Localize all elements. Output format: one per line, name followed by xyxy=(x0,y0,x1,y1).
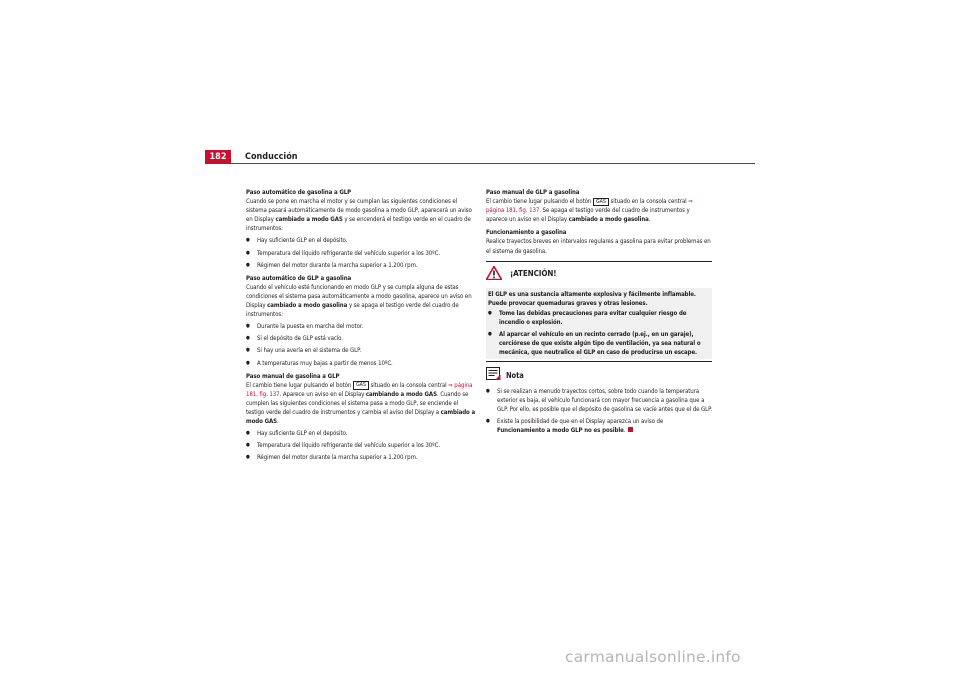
heading-auto-gasoline: Paso automático de GLP a gasolina xyxy=(246,274,352,282)
page-number: 182 xyxy=(205,150,231,164)
list-item: ● Régimen del motor durante la marcha superior a 1.200 rpm. xyxy=(246,453,476,462)
note-title: Nota xyxy=(506,370,524,380)
paragraph-gasoline-operation: Realice trayectos breves en intervalos regulares a gasolina para evitar problemas en el sistema de gasolina. xyxy=(486,238,711,255)
paragraph-auto-gasoline: Cuando el vehículo esté funcionando en modo GLP y se cumpla alguna de estas condiciones el sistema pasa automáticamente a modo gasolina, aparece un aviso en Display cambiado a modo gasolina y se apaga el testigo verde del cuadro de instrumentos: xyxy=(246,283,472,319)
note-item: ● Si se realizan a menudo trayectos cortos, sobre todo cuando la temperatura exterior es baja, el vehículo funcionará con mayor frecuencia a gasolina que a GLP. Por ello, es posible que el depósito de gasolina se vacíe antes que el de GLP. xyxy=(486,387,712,414)
heading-gasoline-operation: Funcionamiento a gasolina xyxy=(486,229,567,237)
list-item: ● Temperatura del líquido refrigerante del vehículo superior a los 30ºC. xyxy=(246,249,476,258)
section-title: Conducción xyxy=(245,152,298,162)
warning-intro: El GLP es una sustancia altamente explosiva y fácilmente inflamable. Puede provocar quemaduras graves y otras lesiones. xyxy=(488,290,696,307)
note-header xyxy=(486,367,712,383)
header-rule xyxy=(205,163,755,164)
left-column xyxy=(246,188,476,465)
heading-auto-gas: Paso automático de gasolina a GLP xyxy=(246,189,352,196)
gas-button-symbol: GAS xyxy=(593,198,609,207)
conditions-list-1 xyxy=(246,236,476,269)
heading-manual-gas: Paso manual de gasolina a GLP xyxy=(246,372,340,380)
end-of-section-icon xyxy=(628,427,633,432)
page-link[interactable]: ⇒ página 181, fig. 137 xyxy=(246,381,473,398)
gas-button-symbol: GAS xyxy=(353,381,369,390)
warning-body xyxy=(486,288,712,360)
paragraph-auto-gas: Cuando se pone en marcha el motor y se cumplan las siguientes condiciones el sistema pasará automáticamente de modo gasolina a modo GLP, aparecerá un aviso en Display cambiado a modo GAS y se encenderá el testigo verde en el cuadro de instrumentos: xyxy=(246,198,472,233)
warning-item: ● Tome las debidas precauciones para evitar cualquier riesgo de incendio o explosión. xyxy=(488,309,710,327)
warning-item: ● Al aparcar el vehículo en un recinto cerrado (p.ej., en un garaje), cerciórese de que existe algún tipo de ventilación, ya sea natural o mecánica, que neutralice el GLP en caso de producirse un escape. xyxy=(488,330,710,357)
warning-triangle-icon xyxy=(486,266,502,282)
heading-manual-gasoline: Paso manual de GLP a gasolina xyxy=(486,189,580,196)
list-item: ● Durante la puesta en marcha del motor. xyxy=(246,322,476,331)
list-item: ● A temperaturas muy bajas a partir de menos 10ºC. xyxy=(246,359,476,368)
page-link[interactable]: ⇒ página 181, fig. 137 xyxy=(486,198,693,215)
paragraph-manual-gas: El cambio tiene lugar pulsando el botón GAS situado en la consola central ⇒ página 181, fig. 137. Aparece un aviso en el Display cambiando a modo GAS. Cuando se cumplen las siguientes condiciones el sistema pasa a modo GLP, se enciende el testigo verde del cuadro de instrumentos y cambia el aviso del Display a cambiado a modo GAS. xyxy=(246,381,476,426)
list-item: ● Hay suficiente GLP en el depósito. xyxy=(246,429,476,438)
warning-header xyxy=(486,266,712,282)
list-item: ● Régimen del motor durante la marcha superior a 1.200 rpm. xyxy=(246,261,476,270)
note-icon xyxy=(486,367,501,383)
warning-box xyxy=(486,261,712,363)
list-item: ● Temperatura del líquido refrigerante del vehículo superior a los 30ºC. xyxy=(246,441,476,450)
list-item: ● Si el depósito de GLP está vacío. xyxy=(246,334,476,343)
right-column xyxy=(486,188,712,438)
list-item: ● Hay suficiente GLP en el depósito. xyxy=(246,236,476,245)
conditions-list-2 xyxy=(246,322,476,367)
paragraph-manual-gasoline: El cambio tiene lugar pulsando el botón GAS situado en la consola central ⇒ página 181, fig. 137. Se apaga el testigo verde del cuadro de instrumentos y aparece un aviso en el Display cambiado a modo gasolina. xyxy=(486,198,693,224)
warning-title: ¡ATENCIÓN! xyxy=(510,269,557,279)
note-item: ● Existe la posibilidad de que en el Display aparezca un aviso de Funcionamiento a modo GLP no es posible. xyxy=(486,417,712,435)
watermark: carmanualsonline.info xyxy=(565,648,741,666)
list-item: ● Si hay una avería en el sistema de GLP. xyxy=(246,346,476,355)
conditions-list-3 xyxy=(246,429,476,462)
